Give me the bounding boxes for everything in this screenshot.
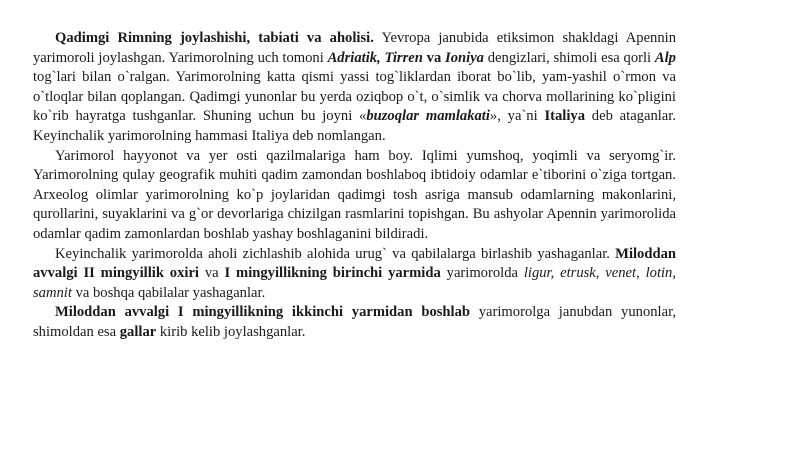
sea-names: Adriatik, Tirren	[327, 49, 423, 66]
text-span: deb ataganlar. Keyinchalik yarimorolning hammasi Italiya deb nomlangan.	[33, 108, 676, 144]
text-span: Keyinchalik yarimorolda aholi zichlashib alohida urug` va qabilalarga birlashib yashaganlar.	[55, 245, 616, 262]
text-span: Yarimorol hayyonot va yer osti qazilmalariga ham boy. Iqlimi yumshoq, yoqimli va seryomg`ir. Yarimorolning qulay geografik muhiti qadim zamondan boshlaboq ibtidoiy odamlar e`tiborini o`ziga tortgan. Arxeolog olimlar yarimorolning ko`p joylaridan qadimgi tosh asriga mansub odamlarning makonlarini, qurollarini, suyaklarini va g`or devorlariga chizilgan rasmlarini topishgan. Bu ashyolar Apennin yarimorolida odamlar qadim zamonlardan boshlab yashay boshlaganini bildiradi.	[33, 147, 676, 242]
text-span: dengizlari, shimoli esa qorli	[483, 49, 655, 66]
tribe-names: ligur, etrusk, venet, lotin, samnit	[33, 265, 676, 301]
paragraph-rome-geography	[33, 29, 676, 147]
text-span: Yevropa janubida etiksimon shakldagi Apennin yarimoroli joylashgan. Yarimorolning uch tomoni	[33, 30, 676, 66]
document-body	[33, 29, 676, 343]
text-span: yarimorolga janubdan yunonlar, shimoldan esa	[33, 304, 676, 340]
term-italiya: Italiya	[544, 108, 585, 125]
text-span: kirib kelib joylashganlar.	[156, 323, 306, 340]
emphasis-buzoqlar-mamlakati: buzoqlar mamlakati	[366, 108, 490, 125]
section-heading: Qadimgi Rimning joylashishi, tabiati va aholisi.	[55, 30, 374, 46]
text-span: », ya`ni	[489, 108, 545, 125]
text-span: tog`lari bilan o`ralgan. Yarimorolning katta qismi yassi tog`liklardan iborat bo`lib, yam-yashil o`rmon va o`tloqlar bilan qoplangan. Qadimgi yunonlar bu yerda oziqbop o`t, o`simlik va chorva mollarining ko`pligini ko`rib hayratga tushganlar. Shuning uchun bu joyni «	[33, 69, 676, 125]
paragraph-settlers	[33, 303, 676, 342]
paragraph-nature	[33, 147, 676, 245]
paragraph-tribes	[33, 245, 676, 304]
mountain-name-alp: Alp	[654, 49, 676, 66]
text-span: va	[422, 49, 446, 66]
text-span: yarimorolda	[440, 265, 524, 282]
term-gallar: gallar	[119, 323, 157, 340]
date-phrase: I mingyillikning birinchi yarmida	[224, 265, 441, 282]
text-span: va	[198, 265, 225, 282]
text-span: va boshqa qabilalar yashaganlar.	[71, 284, 266, 301]
sea-name-ioniya: Ioniya	[445, 49, 484, 66]
date-phrase: Miloddan avvalgi I mingyillikning ikkinchi yarmidan boshlab	[55, 304, 470, 321]
date-phrase: Miloddan avvalgi II mingyillik oxiri	[33, 245, 676, 282]
